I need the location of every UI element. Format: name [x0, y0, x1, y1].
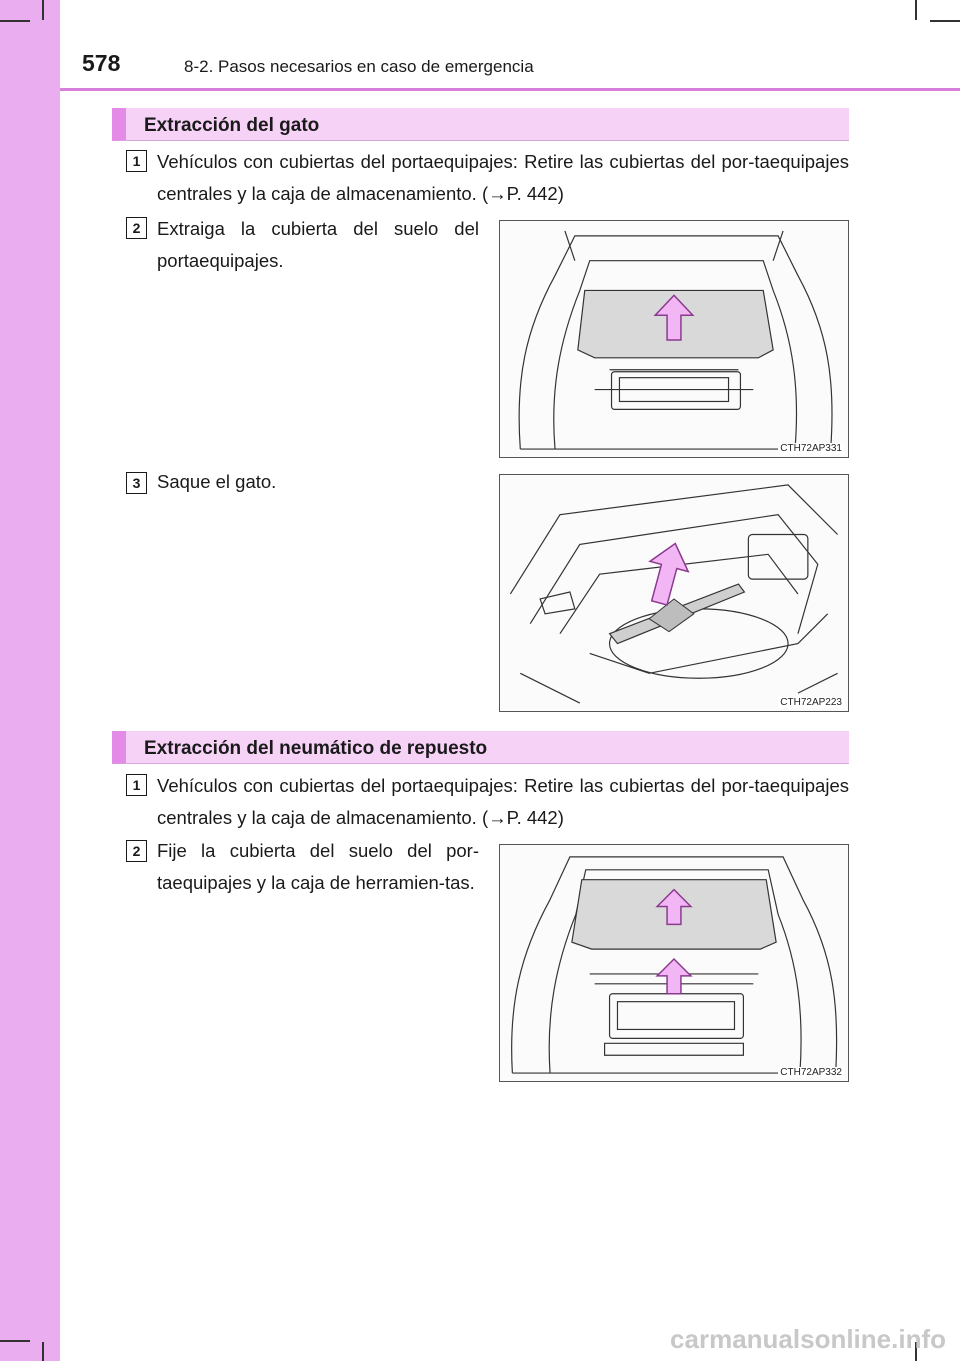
figure-code: CTH72AP332 [780, 1067, 842, 1078]
step-text: Saque el gato. [157, 471, 277, 492]
section-heading [112, 731, 849, 764]
step-number: 2 [126, 217, 147, 239]
step-text: Fije la cubierta del suelo del por-taequipajes y la caja de herramien-tas. [157, 840, 479, 893]
crop-mark [42, 0, 44, 20]
crop-mark [915, 0, 917, 20]
step-number: 3 [126, 472, 147, 494]
step-number: 2 [126, 840, 147, 862]
page-side-tab [0, 0, 60, 1361]
figure-code: CTH72AP331 [780, 443, 842, 454]
lift-arrow-icon [657, 959, 691, 994]
step-text: Vehículos con cubiertas del portaequipajes: Retire las cubiertas del por-taequipajes centrales y la caja de almacenamiento. (→P. 442) [157, 151, 849, 204]
header-divider [60, 88, 960, 91]
step-text: Vehículos con cubiertas del portaequipajes: Retire las cubiertas del por-taequipajes centrales y la caja de almacenamiento. (→P. 442) [157, 775, 849, 828]
trunk-floor-illustration [499, 220, 849, 458]
section-title: Extracción del gato [144, 115, 320, 136]
lift-arrow-icon [640, 538, 694, 608]
crop-mark [930, 20, 960, 22]
section-heading [112, 108, 849, 141]
crop-mark [0, 1340, 30, 1342]
section-title: Extracción del neumático de repuesto [144, 738, 488, 759]
page-number: 578 [82, 50, 121, 76]
crop-mark [0, 20, 30, 22]
jack-illustration [499, 474, 849, 712]
figure-code: CTH72AP223 [780, 697, 842, 708]
step-number: 1 [126, 150, 147, 172]
spare-tire-illustration [499, 844, 849, 1082]
watermark: carmanualsonline.info [670, 1324, 946, 1354]
step-number: 1 [126, 774, 147, 796]
chapter-title: 8-2. Pasos necesarios en caso de emergencia [184, 57, 534, 76]
crop-mark [42, 1342, 44, 1361]
step-text: Extraiga la cubierta del suelo del portaequipajes. [157, 218, 479, 271]
